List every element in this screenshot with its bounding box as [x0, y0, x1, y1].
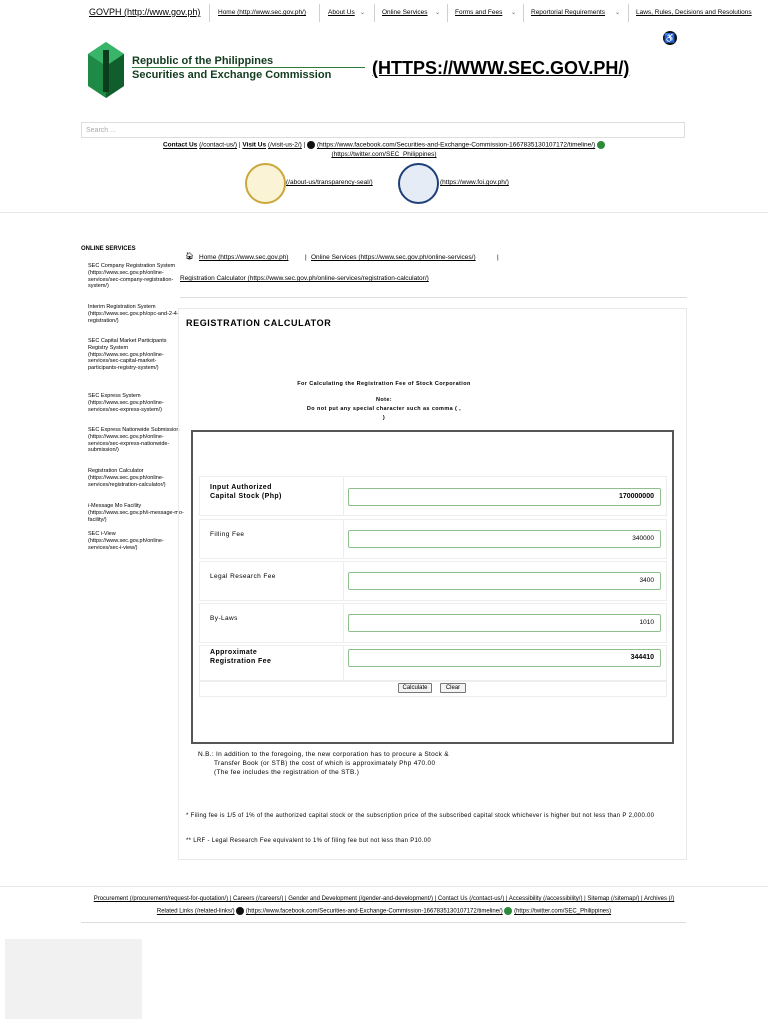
- transparency-seal-icon[interactable]: [245, 163, 286, 204]
- nav-separator: [374, 4, 375, 22]
- divider: [343, 645, 344, 681]
- search-input[interactable]: Search ...: [81, 122, 685, 138]
- sidebar-item-sec-company-registration[interactable]: SEC Company Registration System (https://www.sec.gov.ph/online-services/sec-company-registration-system/): [88, 263, 176, 290]
- footer-links-text[interactable]: Procurement (/procurement/request-for-quotation/) | Careers (/careers/) | Gender and Development (/gender-and-development/) | Contact Us (/contact-us/) | Accessibility (/accessibility/) | Sitemap (/sitemap/) | Archives (/): [93, 896, 675, 902]
- chevron-down-icon: ⌄: [435, 10, 441, 16]
- filing-fee-label: Filling Fee: [210, 531, 245, 538]
- sidebar-item-capital-market-registry[interactable]: SEC Capital Market Participants Registry System (https://www.sec.gov.ph/online-services/sec-capital-market-participants-registry-system/): [88, 338, 167, 372]
- sidebar-item-interim-registration[interactable]: Interim Registration System (https://www.sec.gov.ph/opc-and-2-4-registration/): [88, 304, 179, 324]
- chevron-down-icon: ⌄: [511, 10, 517, 16]
- divider: [343, 519, 344, 559]
- nav-separator: [209, 4, 210, 22]
- footnote-lrf: ** LRF - Legal Research Fee equivalent to 1% of filing fee but not less than P10.00: [186, 838, 432, 844]
- contact-url-link[interactable]: (/contact-us/): [199, 141, 238, 149]
- nb-line: Transfer Book (or STB) the cost of which is approximately Php 470.00: [214, 760, 436, 767]
- accessibility-icon[interactable]: ♿: [664, 33, 676, 43]
- contact-us-link[interactable]: Contact Us: [162, 141, 198, 149]
- govph-link[interactable]: GOVPH (http://www.gov.ph): [89, 7, 201, 17]
- breadcrumb-separator: |: [497, 254, 499, 261]
- transparency-seal-link[interactable]: (/about-us/transparency-seal/): [286, 179, 373, 186]
- footer-bottom-divider: [81, 922, 686, 923]
- nav-laws-rules[interactable]: Laws, Rules, Decisions and Resolutions: [636, 9, 752, 16]
- chevron-down-icon: ⌄: [360, 10, 366, 16]
- org-name-line2: Securities and Exchange Commission: [132, 69, 332, 81]
- nav-separator: [447, 4, 448, 22]
- sec-logo-icon[interactable]: [86, 42, 126, 98]
- foi-link[interactable]: (https://www.foi.gov.ph/): [440, 179, 509, 186]
- footer-twitter-link[interactable]: (https://twitter.com/SEC_Philippines): [514, 908, 612, 915]
- sidebar-item-express-nationwide[interactable]: SEC Express Nationwide Submission (https://www.sec.gov.ph/online-services/sec-express-nationwide-submission/): [88, 427, 180, 454]
- visit-us-link[interactable]: Visit Us: [242, 141, 267, 149]
- footer-links: [0, 896, 768, 902]
- related-links[interactable]: Related Links (/related-links/): [156, 908, 235, 915]
- facebook-icon[interactable]: [307, 141, 315, 149]
- nav-separator: [628, 4, 629, 22]
- form-buttons-row: [199, 681, 667, 697]
- chevron-down-icon: ⌄: [615, 10, 621, 16]
- background-seal-icon: [5, 939, 142, 1019]
- contact-links: Contact Us (/contact-us/) | Visit Us (/visit-us-2/) | (https://www.facebook.com/Securities-and-Exchange-Commission-1667835130107172/timeline/): [0, 141, 768, 149]
- facebook-icon[interactable]: [236, 907, 244, 915]
- note-close: ): [382, 415, 386, 421]
- note-label: Note:: [375, 397, 393, 403]
- authorized-capital-label-2: Capital Stock (Php): [210, 493, 282, 500]
- by-laws-label: By-Laws: [210, 615, 238, 622]
- nav-home[interactable]: Home (http://www.sec.gov.ph/): [218, 9, 307, 16]
- top-nav: [0, 0, 768, 28]
- header-divider: [0, 212, 768, 213]
- sidebar-item-sec-i-view[interactable]: SEC i-View (https://www.sec.gov.ph/online-services/sec-i-view/): [88, 531, 164, 551]
- page-title: REGISTRATION CALCULATOR: [186, 318, 332, 328]
- org-name-line1: Republic of the Philippines: [132, 55, 274, 67]
- footer-links-row2: [0, 907, 768, 915]
- divider: [343, 561, 344, 601]
- foi-seal-icon[interactable]: [398, 163, 439, 204]
- visit-url-link[interactable]: (/visit-us-2/): [267, 141, 302, 149]
- twitter-link[interactable]: (https://twitter.com/SEC_Philippines): [331, 151, 437, 158]
- footer-facebook-link[interactable]: (https://www.facebook.com/Securities-and-Exchange-Commission-1667835130107172/timeline/): [245, 908, 503, 915]
- authorized-capital-label: Input Authorized: [210, 484, 272, 491]
- nb-note: [198, 750, 449, 777]
- divider: [132, 67, 365, 68]
- twitter-icon[interactable]: [504, 907, 512, 915]
- footnote-filing-fee: * Filing fee is 1/5 of 1% of the authorized capital stock or the subscription price of the subscribed capital stock whichever is higher but not less than P 2,000.00: [186, 813, 655, 819]
- calculate-button[interactable]: Calculate: [398, 683, 432, 693]
- twitter-icon[interactable]: [597, 141, 605, 149]
- breadcrumb-home[interactable]: Home (https://www.sec.gov.ph): [199, 254, 289, 261]
- approx-fee-label-2: Registration Fee: [210, 658, 272, 665]
- approx-registration-fee-field[interactable]: 344410: [348, 649, 661, 667]
- nav-separator: [523, 4, 524, 22]
- divider: [343, 476, 344, 516]
- calculator-subtitle: For Calculating the Registration Fee of Stock Corporation: [297, 381, 471, 387]
- nav-reportorial-requirements[interactable]: Reportorial Requirements: [531, 9, 606, 16]
- breadcrumb-divider: [180, 297, 687, 298]
- sidebar-item-registration-calculator[interactable]: Registration Calculator (https://www.sec.gov.ph/online-services/registration-calculator/): [88, 468, 166, 488]
- legal-research-fee-label: Legal Research Fee: [210, 573, 276, 580]
- breadcrumb-online-services[interactable]: Online Services (https://www.sec.gov.ph/online-services/): [311, 254, 476, 261]
- footer-divider: [0, 886, 768, 887]
- facebook-link[interactable]: (https://www.facebook.com/Securities-and-Exchange-Commission-1667835130107172/timeline/): [316, 141, 596, 149]
- nav-about-us[interactable]: About Us: [328, 9, 355, 16]
- contact-links-row2: [0, 151, 768, 158]
- nav-online-services[interactable]: Online Services: [382, 9, 428, 16]
- breadcrumb-separator: |: [305, 254, 307, 261]
- note-text: Do not put any special character such as comma ( ,: [306, 406, 462, 412]
- legal-research-fee-field[interactable]: 3400: [348, 572, 661, 590]
- sidebar-item-sec-express[interactable]: SEC Express System (https://www.sec.gov.ph/online-services/sec-express-system/): [88, 393, 164, 413]
- nb-line: (The fee includes the registration of the STB.): [214, 769, 360, 776]
- divider: [343, 603, 344, 643]
- approx-fee-label: Approximate: [210, 649, 258, 656]
- site-url-link[interactable]: (HTTPS://WWW.SEC.GOV.PH/): [372, 58, 630, 78]
- nav-separator: [319, 4, 320, 22]
- sidebar-item-i-message[interactable]: i-Message Mo Facility (https://www.sec.gov.ph/i-message-mo-facility/): [88, 503, 184, 523]
- clear-button[interactable]: Clear: [440, 683, 466, 693]
- authorized-capital-input[interactable]: 170000000: [348, 488, 661, 506]
- by-laws-field[interactable]: 1010: [348, 614, 661, 632]
- sidebar-title: ONLINE SERVICES: [81, 246, 136, 252]
- breadcrumb-current[interactable]: Registration Calculator (https://www.sec.gov.ph/online-services/registration-calculator/): [180, 275, 429, 282]
- home-icon: 🏠︎: [185, 253, 194, 260]
- nb-line: N.B.: In addition to the foregoing, the new corporation has to procure a Stock &: [198, 751, 449, 758]
- filing-fee-field[interactable]: 340000: [348, 530, 661, 548]
- nav-forms-and-fees[interactable]: Forms and Fees: [455, 9, 503, 16]
